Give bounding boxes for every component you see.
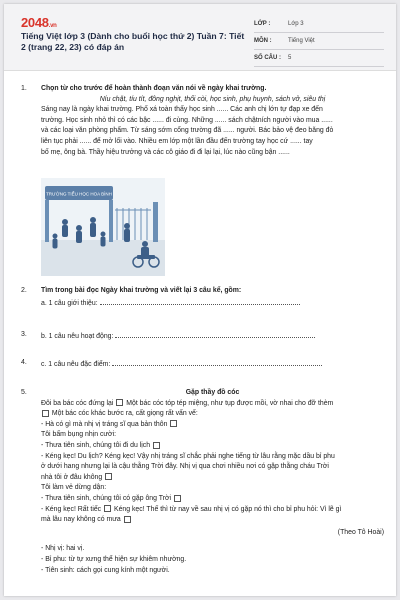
story-line: - Thưa tiên sinh, chúng tôi có gặp ông Trời [41, 494, 384, 505]
school-gate-illustration [41, 178, 165, 276]
passage-line: trường. Học sinh nhỏ thì có các bậc ...... đi cùng. Những ...... sách chậtních người vào mua ...... [41, 116, 333, 124]
meta-value: Tiếng Việt [288, 37, 315, 44]
checkbox-icon[interactable] [104, 505, 111, 512]
meta-row-subject [254, 33, 384, 50]
story-source: (Theo Tô Hoài) [337, 528, 384, 536]
checkbox-icon[interactable] [174, 495, 181, 502]
gate-banner: TRƯỜNG TIỂU HỌC HOA BÌNH [46, 191, 112, 197]
story-line: Một bác cóc khác bước ra, cất giọng rất vấn vế: [41, 409, 384, 420]
vocab-note: - Tiên sinh: cách gọi cung kính một người. [41, 566, 170, 574]
story-line: - Kéng kẹc! Du lịch? Kéng kẹc! Vậy nhị tráng sĩ chắc phải nghe tiếng từ lâu rằng mặc dầu bỉ phu [41, 452, 335, 460]
worksheet-page [4, 4, 396, 596]
answer-line[interactable] [41, 297, 384, 310]
logo-suffix: .vn [48, 23, 57, 29]
passage-line: Sáng nay là ngày khai trường. Phố xá toàn thấy học sinh ...... Các anh chị lớn tự đạp xe đến [41, 106, 323, 114]
passage-line: và các loại văn phòng phẩm. Từ sáng sớm cổng trường đã ...... người. Bác bảo vệ đeo băng đỏ [41, 127, 334, 135]
checkbox-icon[interactable] [105, 473, 112, 480]
answer-label: c. 1 câu nêu đặc điểm: [41, 361, 111, 368]
passage-line: liên tục phải ...... để mở lối vào. Nhiều em lớp một lần đầu đến trường tay học cứ ...... tay [41, 137, 313, 145]
story-line: Tôi bấm bụng nhịn cười: [41, 431, 117, 439]
story-line: - Hà có gì mà nhị vị tráng sĩ qua bản thôn [41, 420, 384, 431]
meta-value: Lớp 3 [288, 20, 304, 27]
question-number: 1. [21, 85, 27, 92]
meta-value: 5 [288, 54, 292, 61]
story-line: nhà tôi ở đâu không [41, 473, 384, 484]
meta-key: MÔN : [254, 37, 272, 44]
question-number: 2. [21, 287, 27, 294]
checkbox-icon[interactable] [124, 516, 131, 523]
page-header [4, 4, 396, 71]
answer-dots [100, 297, 300, 305]
story-line: ở dưới hang nhưng lại là cậu thằng Trời đây. Nhị vị qua chơi nhiều nơi có gặp thằng cháu Trời [41, 463, 329, 471]
meta-key: LỚP : [254, 20, 271, 27]
passage-line: bố mẹ, ông bà. Thầy hiệu trưởng và các cô giáo đi đi lại lại, lúc nào cũng bận ...... [41, 148, 290, 156]
page-title: Tiếng Việt lớp 3 (Dành cho buổi học thứ 2) Tuần 7: Tiết 2 (trang 22, 23) có đáp án [21, 31, 245, 52]
answer-dots [115, 330, 315, 338]
question-number: 4. [21, 359, 27, 366]
meta-key: SỐ CÂU : [254, 54, 281, 61]
answer-line[interactable] [41, 358, 384, 371]
meta-row-count [254, 50, 384, 67]
word-bank: Níu chặt, tíu tít, đông nghịt, thổi còi, học sinh, phụ huynh, sách vở, siêu thị [99, 95, 326, 103]
answer-line[interactable] [41, 330, 384, 343]
question-content [41, 388, 384, 576]
site-logo[interactable] [21, 15, 57, 30]
story-line: mà lâu nay không có mưa [41, 515, 384, 526]
checkbox-icon[interactable] [170, 420, 177, 427]
meta-table [254, 16, 384, 67]
checkbox-icon[interactable] [153, 442, 160, 449]
story-title: Gặp thầy đồ cóc [185, 389, 240, 396]
story-line: - Kéng kẹc! Rất tiếc Kéng kẹc! Thế thì từ nay về sau nhị vị có gặp nó thì cho bỉ phu hỏi: Vì lẽ gì [41, 505, 342, 513]
question-prompt: Tìm trong bài đọc Ngày khai trường và viết lại 3 câu kể, gồm: [41, 287, 242, 294]
answer-dots [112, 358, 322, 366]
story-line: Tôi làm vẻ dừng dận: [41, 484, 107, 492]
question-prompt: Chọn từ cho trước để hoàn thành đoạn văn nói về ngày khai trường. [41, 85, 267, 92]
answer-label: a. 1 câu giới thiệu: [41, 299, 98, 307]
question-content [41, 286, 384, 309]
logo-text: 2048 [21, 15, 49, 30]
vocab-note: - Bỉ phu: từ tự xưng thể hiện sự khiêm nhường. [41, 555, 187, 563]
checkbox-icon[interactable] [116, 399, 123, 406]
question-number: 5. [21, 389, 27, 396]
question-number: 3. [21, 331, 27, 338]
meta-row-class [254, 16, 384, 33]
checkbox-icon[interactable] [42, 410, 49, 417]
story-line: Đôi ba bác cóc đứng lại Một bác cóc tóp tép miệng, như tụp được mồi, vờ nhai cho đỡ thèm [41, 399, 334, 407]
answer-label: b. 1 câu nêu hoạt động: [41, 333, 114, 340]
vocab-note: - Nhị vị: hai vị. [41, 545, 85, 553]
question-content [41, 84, 384, 158]
story-line: - Thưa tiên sinh, chúng tôi đi du lịch [41, 441, 384, 452]
